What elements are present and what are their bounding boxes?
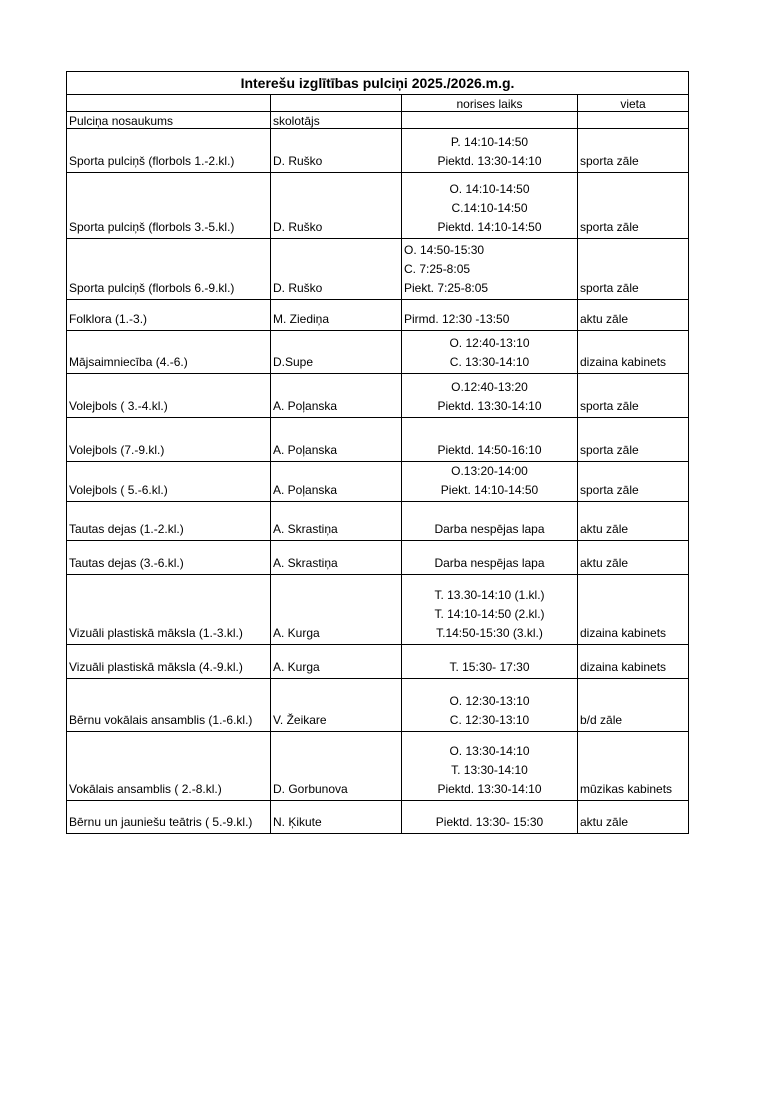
time-line: Darba nespējas lapa <box>434 522 545 536</box>
venue: b/d zāle <box>578 679 689 732</box>
venue: sporta zāle <box>578 418 689 462</box>
time-line: C. 7:25-8:05 <box>404 262 471 276</box>
header-blank-2 <box>271 95 402 112</box>
venue: dizaina kabinets <box>578 331 689 374</box>
table-row <box>67 502 689 541</box>
table-row <box>67 374 689 418</box>
venue: sporta zāle <box>578 239 689 300</box>
venue: sporta zāle <box>578 374 689 418</box>
time-line: T.14:50-15:30 (3.kl.) <box>436 626 543 640</box>
time-line: T. 13:30-14:10 <box>451 763 528 777</box>
schedule-body <box>67 129 689 834</box>
table-row <box>67 575 689 645</box>
time-line: O. 14:50-15:30 <box>404 243 485 257</box>
time-line: C. 12:30-13:10 <box>449 713 530 727</box>
time-line: C. 13:30-14:10 <box>449 355 530 369</box>
header-blank-1 <box>67 95 271 112</box>
page-title: Interešu izglītības pulciņi 2025./2026.m.g. <box>67 72 689 95</box>
schedule-time <box>402 418 578 462</box>
table-row <box>67 300 689 331</box>
club-name: Sporta pulciņš (florbols 1.-2.kl.) <box>67 129 271 173</box>
teacher-name: A. Poļanska <box>271 374 402 418</box>
teacher-name: D. Ruško <box>271 129 402 173</box>
schedule-time <box>402 129 578 173</box>
table-row <box>67 331 689 374</box>
header-name: Pulciņa nosaukums <box>67 112 271 129</box>
table-row <box>67 541 689 575</box>
teacher-name: M. Ziediņa <box>271 300 402 331</box>
header-blank-3 <box>402 112 578 129</box>
time-line: C.14:10-14:50 <box>451 201 528 215</box>
teacher-name: D.Supe <box>271 331 402 374</box>
time-line: Piektd. 13:30-14:10 <box>437 399 542 413</box>
club-name: Mājsaimniecība (4.-6.) <box>67 331 271 374</box>
venue: sporta zāle <box>578 129 689 173</box>
time-line: T. 15:30- 17:30 <box>449 660 530 674</box>
club-name: Volejbols (7.-9.kl.) <box>67 418 271 462</box>
club-name: Folklora (1.-3.) <box>67 300 271 331</box>
venue: aktu zāle <box>578 801 689 834</box>
time-line: O.12:40-13:20 <box>451 380 528 394</box>
table-row <box>67 239 689 300</box>
venue: mūzikas kabinets <box>578 732 689 801</box>
schedule-table <box>66 71 689 834</box>
schedule-time <box>402 801 578 834</box>
teacher-name: A. Skrastiņa <box>271 541 402 575</box>
time-line: O. 12:40-13:10 <box>449 336 530 350</box>
time-line: O. 13:30-14:10 <box>449 744 530 758</box>
venue: sporta zāle <box>578 173 689 239</box>
schedule-time <box>402 173 578 239</box>
teacher-name: A. Kurga <box>271 575 402 645</box>
table-row <box>67 801 689 834</box>
time-line: Piektd. 14:10-14:50 <box>437 220 542 234</box>
schedule-time <box>402 331 578 374</box>
teacher-name: V. Žeikare <box>271 679 402 732</box>
teacher-name: D. Ruško <box>271 173 402 239</box>
club-name: Bērnu vokālais ansamblis (1.-6.kl.) <box>67 679 271 732</box>
table-row <box>67 732 689 801</box>
schedule-time <box>402 541 578 575</box>
club-name: Sporta pulciņš (florbols 3.-5.kl.) <box>67 173 271 239</box>
time-line: T. 13.30-14:10 (1.kl.) <box>434 588 545 602</box>
venue: aktu zāle <box>578 300 689 331</box>
time-line: Piekt. 7:25-8:05 <box>404 281 489 295</box>
schedule-time <box>402 732 578 801</box>
teacher-name: A. Skrastiņa <box>271 502 402 541</box>
schedule-time <box>402 300 578 331</box>
time-line: O.13:20-14:00 <box>451 464 528 478</box>
venue: aktu zāle <box>578 502 689 541</box>
schedule-time <box>402 645 578 679</box>
time-line: Piekt. 14:10-14:50 <box>440 483 539 497</box>
teacher-name: A. Poļanska <box>271 462 402 502</box>
venue: aktu zāle <box>578 541 689 575</box>
club-name: Sporta pulciņš (florbols 6.-9.kl.) <box>67 239 271 300</box>
time-line: Pirmd. 12:30 -13:50 <box>404 312 510 326</box>
teacher-name: D. Ruško <box>271 239 402 300</box>
time-line: Piektd. 13:30-14:10 <box>437 782 542 796</box>
club-name: Volejbols ( 5.-6.kl.) <box>67 462 271 502</box>
club-name: Tautas dejas (3.-6.kl.) <box>67 541 271 575</box>
venue: dizaina kabinets <box>578 575 689 645</box>
teacher-name: N. Ķikute <box>271 801 402 834</box>
table-row <box>67 679 689 732</box>
table-row <box>67 173 689 239</box>
table-row <box>67 645 689 679</box>
time-line: P. 14:10-14:50 <box>450 135 529 149</box>
club-name: Vizuāli plastiskā māksla (1.-3.kl.) <box>67 575 271 645</box>
club-name: Volejbols ( 3.-4.kl.) <box>67 374 271 418</box>
table-row <box>67 129 689 173</box>
club-name: Bērnu un jauniešu teātris ( 5.-9.kl.) <box>67 801 271 834</box>
time-line: Piektd. 13:30-14:10 <box>437 154 542 168</box>
venue: dizaina kabinets <box>578 645 689 679</box>
time-line: Piektd. 13:30- 15:30 <box>435 815 544 829</box>
table-row <box>67 462 689 502</box>
time-line: T. 14:10-14:50 (2.kl.) <box>434 607 545 621</box>
teacher-name: A. Poļanska <box>271 418 402 462</box>
time-line: Darba nespējas lapa <box>434 556 545 570</box>
header-place: vieta <box>578 95 689 112</box>
time-line: O. 14:10-14:50 <box>449 182 530 196</box>
schedule-time <box>402 679 578 732</box>
schedule-time <box>402 575 578 645</box>
header-blank-4 <box>578 112 689 129</box>
venue: sporta zāle <box>578 462 689 502</box>
club-name: Tautas dejas (1.-2.kl.) <box>67 502 271 541</box>
header-teacher: skolotājs <box>271 112 402 129</box>
header-time: norises laiks <box>402 95 578 112</box>
club-name: Vokālais ansamblis ( 2.-8.kl.) <box>67 732 271 801</box>
table-row <box>67 418 689 462</box>
teacher-name: A. Kurga <box>271 645 402 679</box>
time-line: O. 12:30-13:10 <box>449 694 530 708</box>
schedule-time <box>402 462 578 502</box>
teacher-name: D. Gorbunova <box>271 732 402 801</box>
schedule-time <box>402 374 578 418</box>
club-name: Vizuāli plastiskā māksla (4.-9.kl.) <box>67 645 271 679</box>
schedule-time <box>402 239 578 300</box>
time-line: Piektd. 14:50-16:10 <box>437 443 542 457</box>
schedule-time <box>402 502 578 541</box>
